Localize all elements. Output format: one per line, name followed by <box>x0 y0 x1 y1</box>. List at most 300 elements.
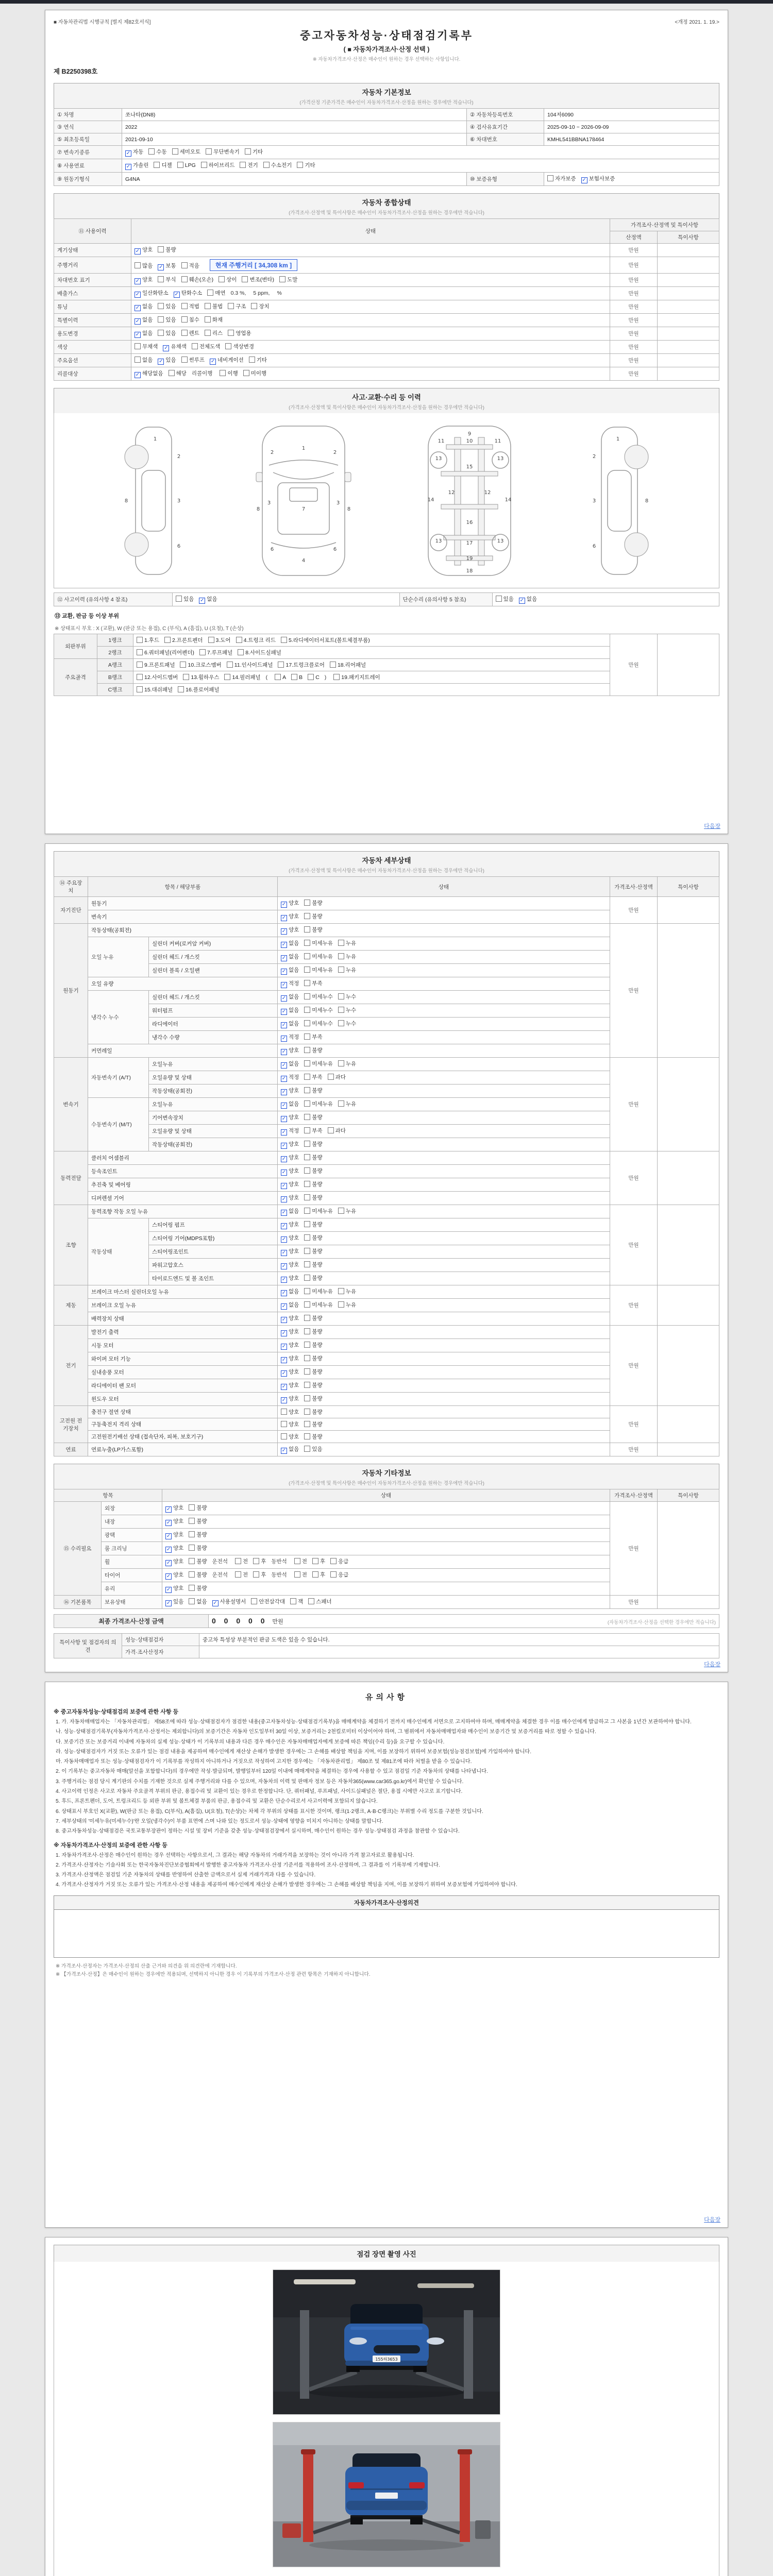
panel-page2 <box>45 843 728 1672</box>
checkbox-option[interactable] <box>304 1207 333 1215</box>
checkbox-option[interactable] <box>183 673 219 681</box>
checkbox-option[interactable] <box>304 926 322 934</box>
checkbox-option[interactable] <box>281 1247 299 1256</box>
checkbox-checked-icon: ✓ <box>281 995 287 1001</box>
checkbox-option[interactable] <box>135 316 153 325</box>
checkbox-option[interactable] <box>135 343 158 350</box>
checkbox-option[interactable] <box>281 1194 299 1202</box>
checkbox-option[interactable] <box>281 1408 299 1416</box>
checkbox-option[interactable] <box>137 649 194 656</box>
checkbox-option[interactable] <box>308 674 320 681</box>
opinion-note: ※ 가격조사·산정자는 가격조사·산정의 산출 근거와 의견을 위 의견란에 기재합니다. <box>56 1963 237 1969</box>
checkbox-option[interactable] <box>281 1127 299 1136</box>
checkbox-option[interactable] <box>338 993 356 1001</box>
diagram-part-number: 6 <box>593 543 596 549</box>
other-group-label: ⑮ 수리필요 <box>54 1502 102 1596</box>
checkbox-option[interactable] <box>304 1167 322 1175</box>
checkbox-option[interactable] <box>174 289 203 298</box>
checkbox-option[interactable] <box>297 161 315 169</box>
option-label: 양호 <box>289 1088 299 1094</box>
field-label: ⑥ 차대번호 <box>467 133 544 146</box>
checkbox-option[interactable] <box>304 1381 322 1389</box>
checkbox-option[interactable] <box>281 636 370 644</box>
checkbox-unchecked-icon <box>304 1288 310 1294</box>
checkbox-option[interactable] <box>189 1598 207 1605</box>
panel-options-cell <box>133 659 610 671</box>
checkbox-option[interactable] <box>181 302 199 310</box>
checkbox-option[interactable] <box>328 1073 346 1081</box>
checkbox-option[interactable] <box>281 1395 299 1403</box>
checkbox-option[interactable] <box>281 939 299 948</box>
final-amount-label: 최종 가격조사·산정 금액 <box>54 1615 209 1628</box>
accident-history-label: ⑫ 사고이력 (유의사항 4 참조) <box>54 593 173 606</box>
option-label: 있음 <box>173 1599 184 1605</box>
checkbox-unchecked-icon <box>169 370 175 376</box>
checkbox-option[interactable] <box>304 1060 333 1067</box>
checkbox-checked-icon: ✓ <box>281 928 287 934</box>
checkbox-option[interactable] <box>178 686 219 693</box>
option-label: 2.프론트펜더 <box>172 637 203 643</box>
checkbox-option[interactable] <box>338 939 356 947</box>
checkbox-option[interactable] <box>125 148 143 157</box>
option-label: 누유 <box>345 1289 357 1295</box>
checkbox-option[interactable] <box>519 595 537 604</box>
col-detail-status: 상태 <box>278 877 610 897</box>
checkbox-option[interactable] <box>338 1207 356 1215</box>
checkbox-unchecked-icon <box>338 1020 344 1026</box>
checkbox-option[interactable] <box>189 1544 207 1552</box>
checkbox-option[interactable] <box>281 1354 299 1363</box>
checkbox-option[interactable] <box>208 636 231 644</box>
checkbox-option[interactable] <box>181 329 199 337</box>
col-remark: 특이사항 <box>657 231 719 244</box>
checkbox-option[interactable] <box>224 673 260 681</box>
checkbox-option[interactable] <box>304 1113 322 1121</box>
checkbox-option[interactable] <box>338 1060 356 1067</box>
checkbox-option[interactable] <box>304 1408 322 1416</box>
checkbox-option[interactable] <box>304 1420 322 1428</box>
checkbox-option[interactable] <box>199 595 217 604</box>
checkbox-option[interactable] <box>205 302 223 310</box>
checkbox-option[interactable] <box>338 1301 356 1309</box>
checkbox-option[interactable] <box>304 1073 322 1081</box>
checkbox-option[interactable] <box>281 966 299 975</box>
checkbox-option[interactable] <box>281 1274 299 1283</box>
checkbox-option[interactable] <box>304 1180 322 1188</box>
note-cell <box>658 634 719 696</box>
checkbox-option[interactable] <box>238 649 281 656</box>
checkbox-option[interactable] <box>281 1207 299 1216</box>
checkbox-option[interactable] <box>228 329 251 337</box>
checkbox-unchecked-icon <box>304 1007 310 1013</box>
overall-state-row <box>54 341 719 354</box>
notice-content <box>54 1707 719 1889</box>
checkbox-option[interactable] <box>304 1140 322 1148</box>
checkbox-option[interactable] <box>281 1140 299 1149</box>
checkbox-option[interactable] <box>158 262 176 270</box>
checkbox-option[interactable] <box>135 369 163 378</box>
checkbox-option[interactable] <box>135 289 169 298</box>
checkbox-option[interactable] <box>240 161 258 169</box>
diagram-part-number: 12 <box>484 489 491 496</box>
checkbox-option[interactable] <box>338 1020 356 1027</box>
checkbox-option[interactable] <box>135 262 153 269</box>
checkbox-option[interactable] <box>281 1113 299 1122</box>
checkbox-option[interactable] <box>281 1381 299 1390</box>
checkbox-option[interactable] <box>330 1557 348 1565</box>
checkbox-option[interactable] <box>304 1006 333 1014</box>
checkbox-option[interactable] <box>304 1100 333 1108</box>
checkbox-option[interactable] <box>281 1368 299 1377</box>
section-other-header <box>54 1464 719 1489</box>
checkbox-option[interactable] <box>281 1046 299 1055</box>
section-photos-title: 점검 장면 촬영 사진 <box>357 2250 416 2258</box>
status-cell <box>278 1406 610 1418</box>
checkbox-option[interactable] <box>243 369 266 377</box>
checkbox-unchecked-icon <box>281 1409 287 1415</box>
diagram-part-number: 8 <box>347 506 351 512</box>
checkbox-option[interactable] <box>158 316 176 324</box>
option-label: 장치 <box>259 303 270 310</box>
checkbox-option[interactable] <box>281 1020 299 1028</box>
checkbox-option[interactable] <box>163 343 186 351</box>
checkbox-option[interactable] <box>338 1100 356 1108</box>
checkbox-option[interactable] <box>181 356 205 364</box>
state-symbol-legend: ※ 상태표시 부호 : X (교환), W (판금 또는 용접), C (부식), A (흠집), U (요철), T (손상) <box>55 626 244 632</box>
checkbox-option[interactable] <box>158 276 176 283</box>
checkbox-option[interactable] <box>135 276 153 284</box>
option-label: 없음 <box>289 940 299 946</box>
checkbox-option[interactable] <box>189 1571 207 1579</box>
checkbox-checked-icon: ✓ <box>164 345 169 351</box>
checkbox-option[interactable] <box>304 966 333 974</box>
col-other-item: 항목 <box>54 1489 162 1502</box>
checkbox-unchecked-icon <box>304 1382 310 1388</box>
checkbox-option[interactable] <box>189 1504 207 1512</box>
checkbox-unchecked-icon <box>158 276 164 282</box>
checkbox-option[interactable] <box>308 1598 331 1605</box>
item-label: 내장 <box>102 1515 162 1529</box>
checkbox-option[interactable] <box>253 1571 266 1579</box>
checkbox-option[interactable] <box>137 661 175 669</box>
option-label: 양호 <box>289 1421 299 1428</box>
option-label: 유채색 <box>171 344 187 350</box>
checkbox-option[interactable] <box>165 1571 183 1580</box>
checkbox-option[interactable] <box>169 369 187 377</box>
checkbox-option[interactable] <box>227 661 273 669</box>
amount-cell: 만원 <box>610 257 657 274</box>
checkbox-option[interactable] <box>176 595 194 603</box>
diagram-part-number: 4 <box>302 557 306 564</box>
checkbox-option[interactable] <box>304 1194 322 1201</box>
price-survey-option: ( ■ 자동차가격조사·산정 선택 ) <box>343 46 430 53</box>
checkbox-option[interactable] <box>304 1247 322 1255</box>
checkbox-option[interactable] <box>281 1445 299 1454</box>
checkbox-option[interactable] <box>291 674 303 681</box>
checkbox-option[interactable] <box>177 162 196 168</box>
checkbox-option[interactable] <box>279 276 297 283</box>
price-opinion-box <box>54 1895 719 1958</box>
checkbox-option[interactable] <box>278 661 324 669</box>
checkbox-unchecked-icon <box>328 1074 334 1080</box>
status-cell <box>278 1151 610 1165</box>
checkbox-option[interactable] <box>304 1234 322 1242</box>
checkbox-option[interactable] <box>304 1154 322 1161</box>
checkbox-option[interactable] <box>281 1261 299 1269</box>
item-label: 기어변속장치 <box>149 1111 278 1125</box>
checkbox-unchecked-icon <box>304 967 310 973</box>
checkbox-option[interactable] <box>148 148 166 156</box>
status-cell <box>278 1259 610 1272</box>
checkbox-option[interactable] <box>263 161 292 169</box>
checkbox-option[interactable] <box>338 1006 356 1014</box>
checkbox-option[interactable] <box>281 1287 299 1296</box>
checkbox-option[interactable] <box>281 1301 299 1310</box>
checkbox-option[interactable] <box>281 953 299 961</box>
checkbox-option[interactable] <box>165 1544 183 1553</box>
option-label: 불량 <box>312 1047 323 1054</box>
amount-cell: 만원 <box>610 314 657 327</box>
option-label: 침수 <box>189 317 199 323</box>
checkbox-option[interactable] <box>304 1033 322 1041</box>
checkbox-option[interactable] <box>199 649 232 656</box>
status-cell <box>131 274 610 287</box>
checkbox-option[interactable] <box>137 636 159 644</box>
next-page-link[interactable]: 다음장 <box>704 2217 720 2223</box>
checkbox-option[interactable] <box>165 1531 183 1539</box>
checkbox-option[interactable] <box>281 912 299 921</box>
checkbox-option[interactable] <box>205 329 223 337</box>
checkbox-unchecked-icon <box>228 303 234 309</box>
option-label: 적정 <box>289 1034 299 1040</box>
checkbox-option[interactable] <box>219 276 237 283</box>
section-accident-title: 사고·교환·수리 등 이력 <box>352 394 421 401</box>
checkbox-option[interactable] <box>181 262 199 269</box>
checkbox-option[interactable] <box>547 175 576 182</box>
checkbox-checked-icon: ✓ <box>281 1036 287 1041</box>
option-label: 불량 <box>196 1558 207 1565</box>
checkbox-option[interactable] <box>212 1598 246 1606</box>
checkbox-option[interactable] <box>235 1571 248 1579</box>
checkbox-option[interactable] <box>304 1087 322 1094</box>
row-label: 용도변경 <box>54 327 131 341</box>
checkbox-option[interactable] <box>281 1221 299 1229</box>
checkbox-option[interactable] <box>304 1127 322 1134</box>
option-label: 누유 <box>345 1302 357 1308</box>
checkbox-option[interactable] <box>201 161 235 169</box>
checkbox-option[interactable] <box>158 329 176 337</box>
checkbox-option[interactable] <box>338 966 356 974</box>
checkbox-option[interactable] <box>290 1598 303 1605</box>
checkbox-option[interactable] <box>304 1301 333 1309</box>
checkbox-unchecked-icon <box>547 175 553 181</box>
item-label: 원동기 <box>88 897 278 910</box>
checkbox-unchecked-icon <box>201 162 207 168</box>
option-label: 13.휠하우스 <box>191 674 220 681</box>
checkbox-option[interactable] <box>210 356 244 365</box>
checkbox-option[interactable] <box>581 175 615 183</box>
next-page-link[interactable]: 다음장 <box>704 823 720 829</box>
checkbox-option[interactable] <box>304 1287 333 1295</box>
checkbox-unchecked-icon <box>304 940 310 946</box>
diagram-part-number: 14 <box>427 497 434 503</box>
checkbox-option[interactable] <box>192 343 221 350</box>
checkbox-option[interactable] <box>304 1433 322 1440</box>
checkbox-option[interactable] <box>281 1154 299 1162</box>
checkbox-option[interactable] <box>181 316 199 324</box>
checkbox-option[interactable] <box>304 953 333 960</box>
checkbox-option[interactable] <box>281 899 299 908</box>
item-label: 동력조향 작동 오일 누유 <box>88 1205 278 1218</box>
checkbox-option[interactable] <box>281 1073 299 1082</box>
checkbox-option[interactable] <box>304 912 322 920</box>
checkbox-option[interactable] <box>207 289 225 297</box>
checkbox-option[interactable] <box>304 1020 333 1027</box>
checkbox-option[interactable] <box>312 1557 325 1565</box>
checkbox-option[interactable] <box>172 148 201 156</box>
checkbox-option[interactable] <box>281 1033 299 1042</box>
checkbox-option[interactable] <box>294 1557 307 1565</box>
checkbox-option[interactable] <box>496 595 514 603</box>
checkbox-option[interactable] <box>281 1433 299 1440</box>
checkbox-option[interactable] <box>281 1341 299 1350</box>
checkbox-option[interactable] <box>281 1087 299 1095</box>
inline-text: % <box>277 290 282 296</box>
checkbox-option[interactable] <box>189 1517 207 1525</box>
checkbox-option[interactable] <box>165 1584 183 1593</box>
amount-cell: 만원 <box>610 354 657 367</box>
checkbox-option[interactable] <box>135 329 153 338</box>
checkbox-option[interactable] <box>281 1314 299 1323</box>
checkbox-option[interactable] <box>304 899 322 907</box>
checkbox-option[interactable] <box>304 1328 322 1335</box>
next-page-link[interactable]: 다음장 <box>704 1662 720 1668</box>
status-cell <box>131 287 610 300</box>
checkbox-option[interactable] <box>125 161 148 170</box>
item-label: 충전구 절연 상태 <box>88 1406 278 1418</box>
checkbox-option[interactable] <box>304 1274 322 1282</box>
amount-cell: 만원 <box>610 1151 658 1205</box>
checkbox-option[interactable] <box>158 246 176 253</box>
checkbox-option[interactable] <box>281 1234 299 1243</box>
checkbox-option[interactable] <box>281 1006 299 1015</box>
overall-state-row <box>54 367 719 381</box>
checkbox-option[interactable] <box>158 356 176 365</box>
checkbox-option[interactable] <box>165 1557 183 1566</box>
notice-item: 2. 이 기록부는 중고자동차 매매(알선을 포함합니다)의 경우에만 작성·발급되며, 발행일부터 120일 이내에 매매계약을 체결하는 경우에 사용할 수 있고 점검일 기준 자동차의 상태를 나타냅니다. <box>56 1769 488 1775</box>
checkbox-unchecked-icon <box>158 246 164 252</box>
checkbox-option[interactable] <box>135 302 153 311</box>
checkbox-option[interactable] <box>245 148 263 156</box>
final-amount-cell <box>209 1615 719 1628</box>
checkbox-option[interactable] <box>281 1167 299 1176</box>
checkbox-option[interactable] <box>235 1557 248 1565</box>
checkbox-option[interactable] <box>281 979 299 988</box>
checkbox-option[interactable] <box>333 673 380 681</box>
subgroup-label: 오일 누유 <box>88 937 149 977</box>
checkbox-unchecked-icon <box>304 1194 310 1200</box>
checkbox-option[interactable] <box>135 246 153 255</box>
checkbox-option[interactable] <box>137 673 178 681</box>
checkbox-option[interactable] <box>281 1100 299 1109</box>
checkbox-option[interactable] <box>206 148 240 156</box>
checkbox-option[interactable] <box>338 1287 356 1295</box>
checkbox-option[interactable] <box>281 1060 299 1069</box>
checkbox-option[interactable] <box>304 1445 322 1453</box>
car-diagram-top-view <box>249 421 358 581</box>
checkbox-option[interactable] <box>328 1127 346 1134</box>
checkbox-option[interactable] <box>304 1221 322 1228</box>
checkbox-option[interactable] <box>304 1368 322 1376</box>
checkbox-unchecked-icon <box>158 303 164 309</box>
checkbox-option[interactable] <box>304 1046 322 1054</box>
option-label: 적정 <box>289 1128 299 1134</box>
checkbox-option[interactable] <box>189 1531 207 1538</box>
checkbox-option[interactable] <box>158 302 176 310</box>
checkbox-option[interactable] <box>338 953 356 960</box>
checkbox-option[interactable] <box>304 1395 322 1402</box>
checkbox-option[interactable] <box>294 1571 307 1579</box>
checkbox-option[interactable] <box>181 276 214 283</box>
checkbox-option[interactable] <box>137 686 173 693</box>
checkbox-option[interactable] <box>304 1354 322 1362</box>
checkbox-option[interactable] <box>281 993 299 1002</box>
checkbox-option[interactable] <box>275 674 286 681</box>
checkbox-option[interactable] <box>281 1328 299 1336</box>
checkbox-option[interactable] <box>281 1180 299 1189</box>
checkbox-option[interactable] <box>312 1571 325 1579</box>
note-cell <box>657 274 719 287</box>
checkbox-unchecked-icon <box>189 1531 195 1537</box>
checkbox-option[interactable] <box>135 356 153 364</box>
checkbox-option[interactable] <box>242 276 274 283</box>
checkbox-option[interactable] <box>236 636 276 644</box>
option-label: 있음 <box>183 596 194 602</box>
checkbox-option[interactable] <box>205 316 223 324</box>
checkbox-option[interactable] <box>165 1598 183 1606</box>
note-cell <box>657 314 719 327</box>
checkbox-option[interactable] <box>225 343 254 350</box>
checkbox-option[interactable] <box>189 1584 207 1592</box>
checkbox-option[interactable] <box>304 939 333 947</box>
checkbox-option[interactable] <box>164 636 203 644</box>
checkbox-option[interactable] <box>165 1504 183 1513</box>
checkbox-option[interactable] <box>249 356 267 364</box>
checkbox-option[interactable] <box>304 1314 322 1322</box>
checkbox-option[interactable] <box>281 1420 299 1428</box>
checkbox-option[interactable] <box>304 1261 322 1268</box>
checkbox-option[interactable] <box>228 302 246 310</box>
checkbox-option[interactable] <box>180 661 221 669</box>
option-label: 불량 <box>312 927 323 933</box>
checkbox-option[interactable] <box>330 661 366 669</box>
checkbox-option[interactable] <box>251 1598 285 1605</box>
checkbox-option[interactable] <box>220 369 238 377</box>
checkbox-option[interactable] <box>304 979 322 987</box>
checkbox-option[interactable] <box>253 1557 266 1565</box>
checkbox-option[interactable] <box>154 161 172 169</box>
checkbox-option[interactable] <box>304 1341 322 1349</box>
field-value <box>544 121 719 133</box>
checkbox-option[interactable] <box>304 993 333 1001</box>
checkbox-option[interactable] <box>189 1557 207 1565</box>
checkbox-option[interactable] <box>281 926 299 935</box>
option-label: 미세누수 <box>312 1021 333 1027</box>
checkbox-option[interactable] <box>251 302 269 310</box>
checkbox-option[interactable] <box>330 1571 348 1579</box>
checkbox-option[interactable] <box>165 1517 183 1526</box>
checkbox-unchecked-icon <box>228 330 234 336</box>
